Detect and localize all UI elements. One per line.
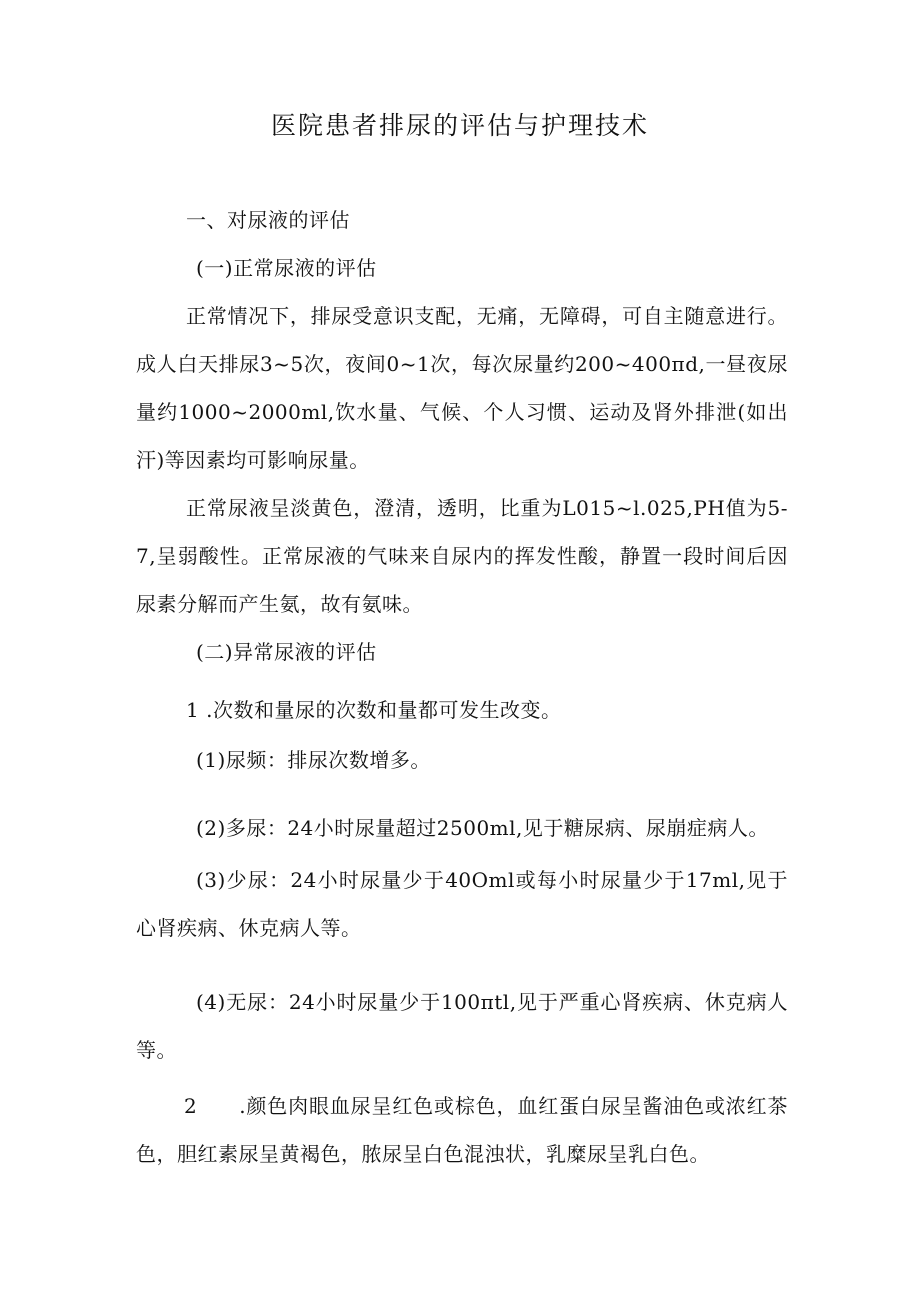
section-heading-urine-assessment: 一、对尿液的评估 bbox=[186, 208, 350, 232]
list-item-oliguria: (3)少尿：24小时尿量少于40Oml或每小时尿量少于17ml,见于心肾疾病、休克病人等。 bbox=[136, 868, 788, 940]
list-item-frequency-volume: 1 .次数和量尿的次数和量都可发生改变。 bbox=[186, 698, 562, 722]
paragraph-normal-urine-properties: 正常尿液呈淡黄色，澄清，透明，比重为L015~l.025,PH值为5-7,呈弱酸性。正常尿液的气味来自尿内的挥发性酸，静置一段时间后因尿素分解而产生氨，故有氨味。 bbox=[136, 496, 788, 616]
paragraph-normal-urination: 正常情况下，排尿受意识支配，无痛，无障碍，可自主随意进行。成人白天排尿3~5次，夜间0~1次，每次尿量约200~400πd,一昼夜尿量约1000~2000ml,饮水量、气候、个人习惯、运动及肾外排泄(如出汗)等因素均可影响尿量。 bbox=[136, 304, 788, 472]
subsection-heading-normal-urine: (一)正常尿液的评估 bbox=[196, 256, 377, 280]
document-title: 医院患者排尿的评估与护理技术 bbox=[270, 111, 649, 140]
list-item-polyuria: (2)多尿：24小时尿量超过2500ml,见于糖尿病、尿崩症病人。 bbox=[196, 816, 769, 840]
list-item-anuria: (4)无尿：24小时尿量少于100πtl,见于严重心肾疾病、休克病人等。 bbox=[136, 990, 788, 1062]
list-item-urine-color: 2 .颜色肉眼血尿呈红色或棕色，血红蛋白尿呈酱油色或浓红茶色，胆红素尿呈黄褐色，脓尿呈白色混浊状，乳糜尿呈乳白色。 bbox=[136, 1094, 788, 1166]
subsection-heading-abnormal-urine: (二)异常尿液的评估 bbox=[196, 640, 377, 664]
list-item-frequent-urination: (1)尿频：排尿次数增多。 bbox=[196, 748, 431, 772]
